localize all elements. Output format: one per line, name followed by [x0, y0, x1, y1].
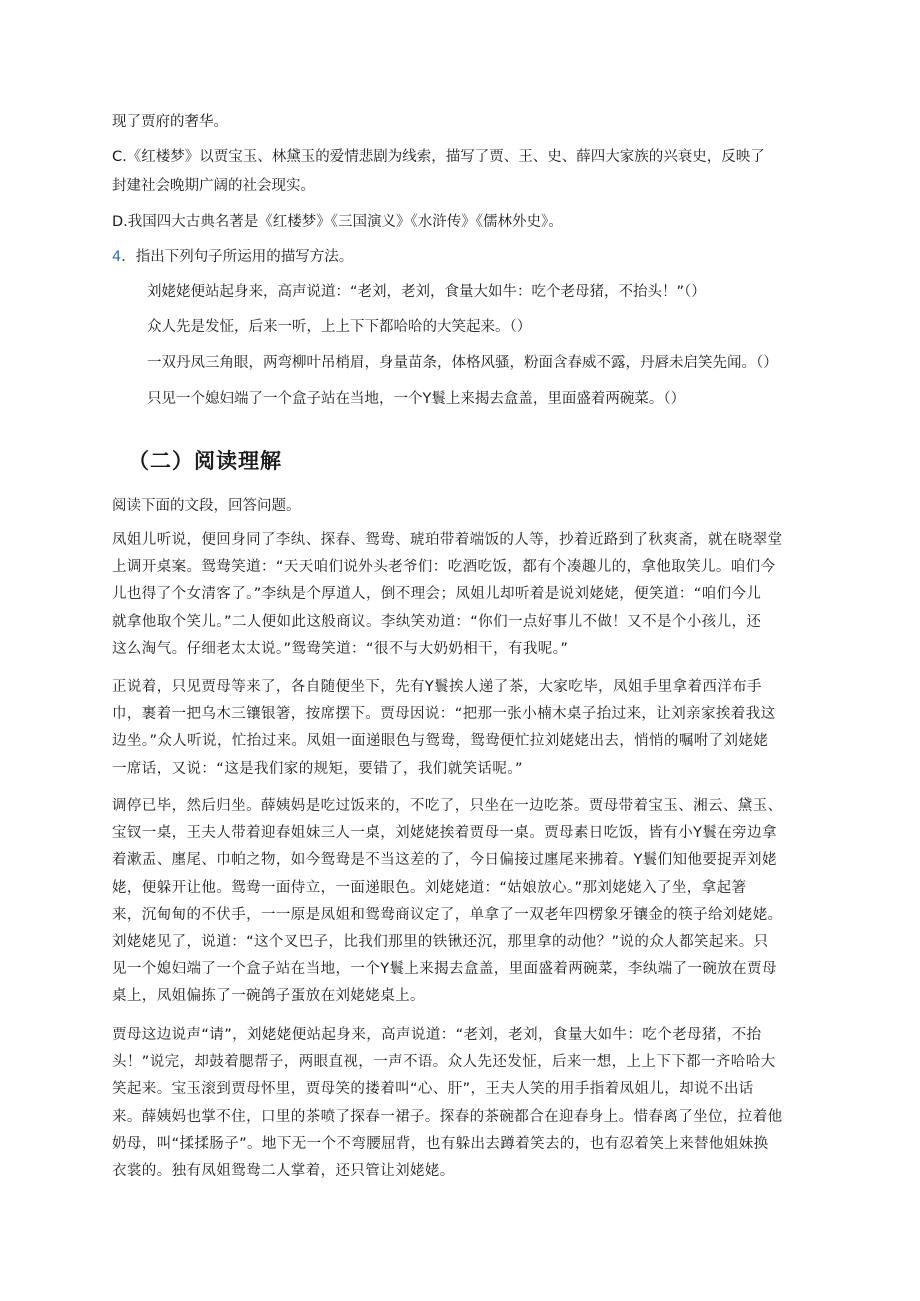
paragraph-line: 凤姐儿听说，便回身同了李纨、探春、鸳鸯、琥珀带着端饭的人等，抄着近路到了秋爽斋，就在晓翠堂 — [112, 532, 783, 548]
paragraph-line: 就拿他取个笑儿。”二人便如此这般商议。李纨笑劝道：“你们一点好事儿不做！又不是个小孩儿，还 — [112, 613, 762, 630]
option-c-line-2: 封建社会晚期广阔的社会现实。 — [112, 178, 315, 194]
question-prompt: 指出下列句子所运用的描写方法。 — [135, 249, 354, 265]
paragraph-line: 宝钗一桌，王夫人带着迎春姐妹三人一桌，刘姥姥挨着贾母一桌。贾母素日吃饭，皆有小Y鬟在旁边拿 — [112, 825, 777, 842]
paragraph-line: 刘姥姥见了，说道：“这个叉巴子，比我们那里的铁锹还沉，那里拿的动他？”说的众人都笑起来。只 — [112, 934, 769, 951]
paragraph-3 — [112, 793, 812, 1011]
option-d: D.我国四大古典名著是《红楼梦》《三国演义》《水浒传》《儒林外史》。 — [112, 214, 563, 230]
paragraph-line: 见一个媳妇端了一个盒子站在当地，一个Y鬟上来揭去盒盖，里面盛着两碗菜，李纨端了一碗放在贾母 — [112, 961, 777, 978]
paragraph-line: 桌上，凤姐偏拣了一碗鸽子蛋放在刘姥姥桌上。 — [112, 988, 425, 1005]
option-c-line-1: C.《红楼梦》以贾宝玉、林黛玉的爱情悲剧为线索，描写了贾、王、史、薛四大家族的兴衰史，反映了 — [112, 149, 765, 165]
question-item: 只见一个媳妇端了一个盒子站在当地，一个Y鬟上来揭去盒盖，里面盛着两碗菜。（） — [147, 391, 686, 407]
question-4 — [112, 247, 353, 267]
paragraph-line: 贾母这边说声“请”，刘姥姥便站起身来，高声说道：“老刘，老刘，食量大如牛：吃个老母猪，不抬 — [112, 1027, 762, 1043]
paragraph-line: 边坐。”众人听说，忙抬过来。凤姐一面递眼色与鸳鸯，鸳鸯便忙拉刘姥姥出去，悄悄的嘱咐了刘姥姥 — [112, 733, 769, 750]
paragraph-line: 姥，便躲开让他。鸳鸯一面侍立，一面递眼色。刘姥姥道：“姑娘放心。”那刘姥姥入了坐，拿起箸 — [112, 879, 747, 896]
text-line: 现了贾府的奢华。 — [112, 114, 228, 130]
paragraph-line: 笑起来。宝玉滚到贾母怀里，贾母笑的搂着叫“心、肝”，王夫人笑的用手指着凤姐儿，却说不出话 — [112, 1081, 754, 1098]
question-number: 4 — [112, 249, 122, 265]
paragraph-line: 调停已毕，然后归坐。薛姨妈是吃过饭来的，不吃了，只坐在一边吃茶。贾母带着宝玉、湘云、黛玉、 — [112, 798, 783, 814]
question-dot: ． — [121, 249, 136, 265]
question-item: 一双丹凤三角眼，两弯柳叶吊梢眉，身量苗条，体格风骚，粉面含春威不露，丹唇未启笑先闻。（） — [147, 355, 778, 371]
paragraph-line: 来，沉甸甸的不伏手，一一原是凤姐和鸳鸯商议定了，单拿了一双老年四楞象牙镶金的筷子给刘姥姥。 — [112, 906, 783, 923]
paragraph-line: 儿也得了个女清客了。”李纨是个厚道人，倒不理会；凤姐儿却听着是说刘姥姥，便笑道：“咱们今儿 — [112, 586, 762, 603]
paragraph-line: 着漱盂、廛尾、巾帕之物，如今鸳鸯是不当这差的了，今日偏接过廛尾来拂着。Y鬟们知他要捉弄刘姥 — [112, 852, 777, 869]
question-item: 众人先是发怔，后来一听，上上下下都哈哈的大笑起来。（） — [147, 319, 532, 335]
paragraph-line: 上调开桌案。鸳鸯笑道：“天天咱们说外头老爷们：吃酒吃饭，都有个凑趣儿的，拿他取笑儿。咱们今 — [112, 559, 776, 576]
paragraph-line: 奶母，叫“揉揉肠子”。地下无一个不弯腰屈背，也有躲出去蹲着笑去的，也有忍着笑上来替他姐妹换 — [112, 1135, 769, 1152]
paragraph-line: 巾，裹着一把乌木三镶银箸，按席摆下。贾母因说：“把那一张小楠木桌子抬过来，让刘亲家挨着我这 — [112, 706, 776, 723]
paragraph-2 — [112, 674, 812, 783]
paragraph-line: 正说着，只见贾母等来了，各自随便坐下，先有Y鬟挨人递了茶，大家吃毕，凤姐手里拿着西洋布手 — [112, 679, 762, 695]
section-title: （二）阅读理解 — [128, 449, 282, 473]
paragraph-1 — [112, 527, 812, 663]
paragraph-line: 这么淘气。仔细老太太说。”鸳鸯笑道：“很不与大奶奶相干，有我呢。” — [112, 640, 569, 657]
question-item: 刘姥姥便站起身来，高声说道：“老刘，老刘，食量大如牛：吃个老母猪，不抬头！”（） — [147, 284, 706, 300]
section-intro: 阅读下面的文段，回答问题。 — [112, 498, 301, 514]
paragraph-line: 衣裳的。独有凤姐鸳鸯二人掌着，还只管让刘姥姥。 — [112, 1163, 455, 1180]
paragraph-line: 来。薛姨妈也掌不住，口里的茶喷了探春一裙子。探春的茶碗都合在迎春身上。惜春离了坐位，拉着他 — [112, 1108, 783, 1125]
paragraph-line: 头！”说完，却鼓着腮帮子，两眼直视，一声不语。众人先还发怔，后来一想，上上下下都一齐哈哈大 — [112, 1054, 776, 1071]
paragraph-4 — [112, 1022, 812, 1185]
paragraph-line: 一席话，又说：“这是我们家的规矩，要错了，我们就笑话呢。” — [112, 760, 523, 777]
